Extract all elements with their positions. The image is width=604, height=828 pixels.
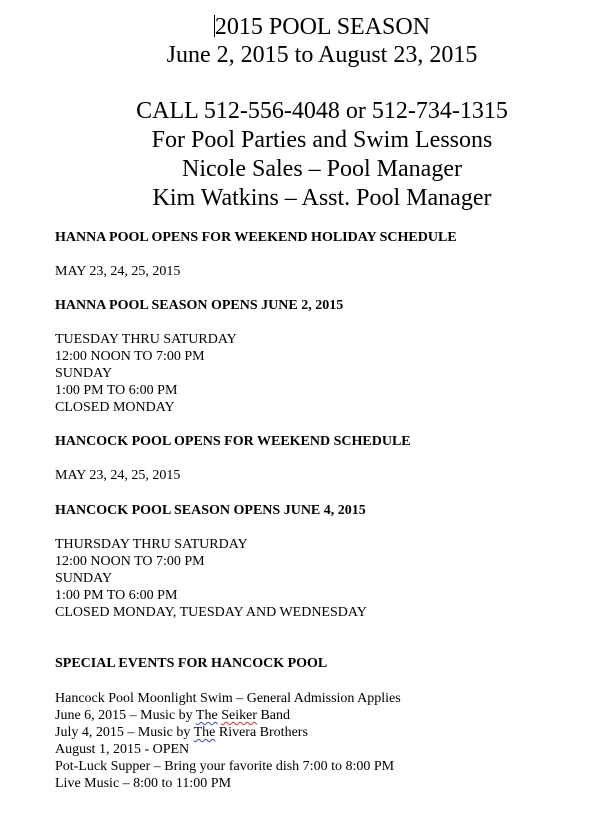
hanna-hours: 12:00 NOON TO 7:00 PM: [55, 349, 205, 364]
hancock-sunday-hours: 1:00 PM TO 6:00 PM: [55, 588, 178, 603]
hancock-season-heading: HANCOCK POOL SEASON OPENS JUNE 4, 2015: [55, 503, 366, 518]
hancock-weekend-dates: MAY 23, 24, 25, 2015: [55, 468, 181, 483]
hancock-weekend-heading: HANCOCK POOL OPENS FOR WEEKEND SCHEDULE: [55, 434, 411, 449]
special-events-heading: SPECIAL EVENTS FOR HANCOCK POOL: [55, 656, 328, 671]
asst-manager-line: Kim Watkins – Asst. Pool Manager: [152, 185, 492, 211]
hanna-weekend-heading: HANNA POOL OPENS FOR WEEKEND HOLIDAY SCHEDULE: [55, 230, 457, 245]
july-event-prefix: July 4, 2015 – Music by: [55, 725, 194, 740]
season-dates: June 2, 2015 to August 23, 2015: [166, 42, 478, 68]
call-line: CALL 512-556-4048 or 512-734-1315: [136, 98, 508, 124]
july-band-suffix: Rivera Brothers: [215, 725, 308, 740]
season-title: [0, 13, 604, 41]
purpose-line: For Pool Parties and Swim Lessons: [151, 127, 493, 153]
august-event: August 1, 2015 - OPEN: [55, 742, 190, 757]
hancock-days: THURSDAY THRU SATURDAY: [55, 537, 248, 552]
hancock-sunday: SUNDAY: [55, 571, 113, 586]
hanna-sunday: SUNDAY: [55, 366, 113, 381]
july-event-the: The: [193, 725, 216, 740]
potluck-supper: Pot-Luck Supper – Bring your favorite dish 7:00 to 8:00 PM: [55, 759, 395, 774]
season-title-text: 2015 POOL SEASON: [214, 14, 431, 40]
manager-line: Nicole Sales – Pool Manager: [182, 156, 462, 182]
hancock-hours: 12:00 NOON TO 7:00 PM: [55, 554, 205, 569]
june-event: [55, 707, 290, 724]
june-event-the: The: [195, 708, 218, 723]
hanna-weekend-dates: MAY 23, 24, 25, 2015: [55, 264, 181, 279]
live-music: Live Music – 8:00 to 11:00 PM: [55, 776, 232, 791]
hanna-sunday-hours: 1:00 PM TO 6:00 PM: [55, 383, 178, 398]
hanna-closed: CLOSED MONDAY: [55, 400, 175, 415]
june-event-prefix: June 6, 2015 – Music by: [55, 708, 196, 723]
hanna-days: TUESDAY THRU SATURDAY: [55, 332, 237, 347]
hancock-closed: CLOSED MONDAY, TUESDAY AND WEDNESDAY: [55, 605, 367, 620]
july-event: [55, 724, 308, 741]
moonlight-swim: Hancock Pool Moonlight Swim – General Admission Applies: [55, 691, 401, 706]
hanna-season-heading: HANNA POOL SEASON OPENS JUNE 2, 2015: [55, 298, 344, 313]
june-band-suffix: Band: [256, 708, 291, 723]
june-band-name: Seiker: [221, 708, 257, 723]
